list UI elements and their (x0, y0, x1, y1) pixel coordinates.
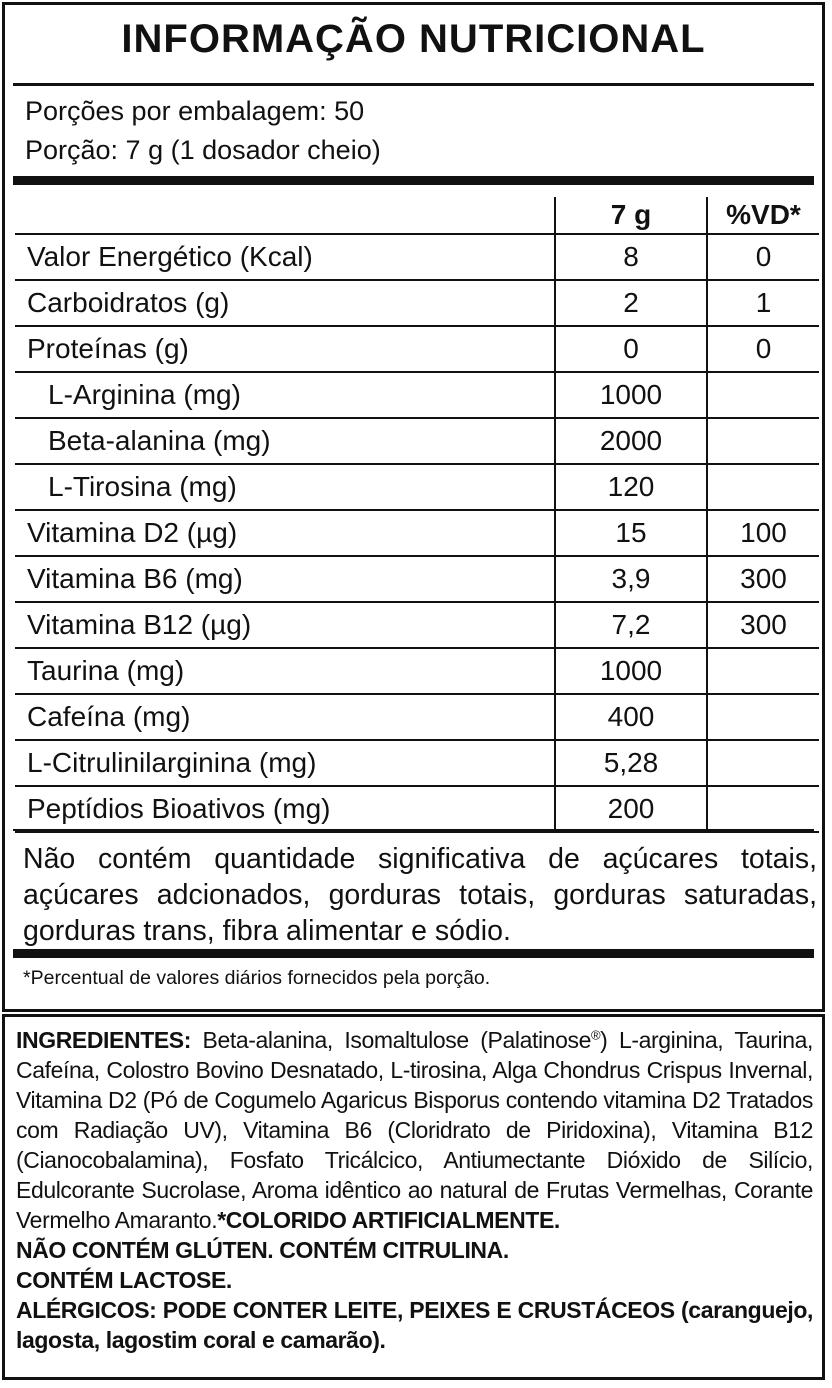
nutrient-name: L-Citrulinilarginina (mg) (15, 740, 555, 786)
nutrient-amount: 3,9 (555, 556, 707, 602)
nutrient-amount: 7,2 (555, 602, 707, 648)
table-header-row (15, 197, 819, 234)
nutrient-daily-value (707, 648, 819, 694)
daily-value-footnote: *Percentual de valores diários fornecidos pela porção. (23, 967, 491, 989)
nutrient-amount: 1000 (555, 372, 707, 418)
nutrition-facts-panel (2, 2, 825, 1012)
nutrient-daily-value: 0 (707, 326, 819, 372)
nutrient-amount: 120 (555, 464, 707, 510)
serving-size: Porção: 7 g (1 dosador cheio) (25, 135, 381, 165)
table-row (15, 740, 819, 786)
header-amount: 7 g (555, 197, 707, 234)
nutrient-daily-value: 300 (707, 556, 819, 602)
nutrient-daily-value (707, 740, 819, 786)
nutrient-name: L-Arginina (mg) (15, 372, 555, 418)
nutrient-daily-value (707, 786, 819, 832)
nutrient-name: Taurina (mg) (15, 648, 555, 694)
nutrient-name: Proteínas (g) (15, 326, 555, 372)
ingredients-list-part1: Beta-alanina, Isomaltulose (Palatinose (190, 1027, 591, 1053)
serving-divider (13, 176, 814, 185)
registered-mark: ® (590, 1027, 601, 1043)
allergens-warning: ALÉRGICOS: PODE CONTER LEITE, PEIXES E CRUSTÁCEOS (caranguejo, lagosta, lagostim coral e camarão). (16, 1297, 813, 1353)
nutrient-name: Vitamina D2 (µg) (15, 510, 555, 556)
table-row (15, 464, 819, 510)
nutrient-amount: 2000 (555, 418, 707, 464)
nutrient-daily-value (707, 694, 819, 740)
nutrient-amount: 5,28 (555, 740, 707, 786)
table-row (15, 280, 819, 326)
nutrient-daily-value: 100 (707, 510, 819, 556)
nutrient-amount: 0 (555, 326, 707, 372)
table-row (15, 602, 819, 648)
nutrient-name: L-Tirosina (mg) (15, 464, 555, 510)
nutrient-amount: 15 (555, 510, 707, 556)
nutrient-daily-value: 300 (707, 602, 819, 648)
nutrient-name: Peptídios Bioativos (mg) (15, 786, 555, 832)
nutrient-amount: 400 (555, 694, 707, 740)
table-bottom-divider (13, 829, 814, 831)
table-row (15, 694, 819, 740)
table-row (15, 510, 819, 556)
servings-per-package: Porções por embalagem: 50 (25, 96, 365, 126)
table-row (15, 418, 819, 464)
nutrient-daily-value (707, 464, 819, 510)
nutrition-table (15, 197, 819, 833)
title-divider (13, 83, 814, 86)
ingredients-label: INGREDIENTES: (16, 1027, 191, 1053)
nutrient-amount: 8 (555, 234, 707, 280)
table-row (15, 372, 819, 418)
panel-title: INFORMAÇÃO NUTRICIONAL (121, 17, 706, 61)
nutrient-name: Vitamina B6 (mg) (15, 556, 555, 602)
note-divider (13, 949, 814, 958)
nutrient-daily-value: 1 (707, 280, 819, 326)
table-row (15, 234, 819, 280)
lactose-warning: CONTÉM LACTOSE. (16, 1267, 232, 1293)
nutrient-amount: 200 (555, 786, 707, 832)
nutrient-name: Carboidratos (g) (15, 280, 555, 326)
table-row (15, 326, 819, 372)
ingredients-text (16, 1025, 813, 1355)
ingredients-list-part2: ) L-arginina, Taurina, Cafeína, Colostro Bovino Desnatado, L-tirosina, Alga Chondrus Crispus Invernal, Vitamina D2 (Pó de Cogumelo Agaricus Bisporus contendo vitamina D2 Tratados com Radiação UV), Vitamina B6 (Cloridrato de Piridoxina), Vitamina B12 (Cianocobalamina), Fosfato Tricálcico, Antiumectante Dióxido de Silício, Edulcorante Sucrolase, Aroma idêntico ao natural de Frutas Vermelhas, Corante Vermelho Amaranto. (16, 1027, 814, 1233)
nutrient-daily-value (707, 418, 819, 464)
table-row (15, 556, 819, 602)
nutrient-daily-value: 0 (707, 234, 819, 280)
nutrient-name: Vitamina B12 (µg) (15, 602, 555, 648)
table-row (15, 786, 819, 832)
table-row (15, 648, 819, 694)
nutrient-name: Cafeína (mg) (15, 694, 555, 740)
artificial-color-warning: *COLORIDO ARTIFICIALMENTE. (217, 1207, 560, 1233)
header-nutrient (15, 197, 555, 234)
nutrition-note: Não contém quantidade significativa de açúcares totais, açúcares adcionados, gorduras totais, gorduras saturadas, gorduras trans, fibra alimentar e sódio. (23, 843, 817, 947)
nutrient-name: Beta-alanina (mg) (15, 418, 555, 464)
nutrient-amount: 2 (555, 280, 707, 326)
nutrient-amount: 1000 (555, 648, 707, 694)
nutrient-daily-value (707, 372, 819, 418)
ingredients-panel (2, 1014, 825, 1380)
gluten-warning: NÃO CONTÉM GLÚTEN. CONTÉM CITRULINA. (16, 1237, 509, 1263)
nutrient-name: Valor Energético (Kcal) (15, 234, 555, 280)
header-daily-value: %VD* (707, 197, 819, 234)
